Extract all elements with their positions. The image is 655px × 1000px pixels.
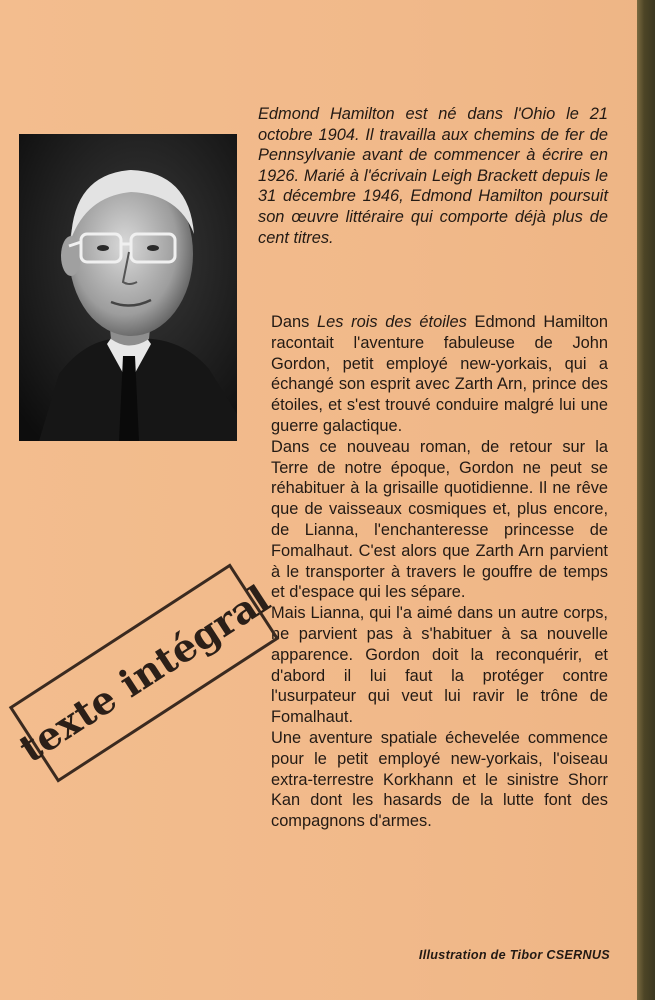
summary-intro-after: Edmond Hamilton racontait l'aventure fabuleuse de John Gordon, petit employé new-yorkais, qui a échangé son esprit avec Zarth Arn, prince des étoiles, et s'est trouvé conduire malgré lui une guerre galactique. (271, 313, 608, 435)
author-photo (19, 134, 237, 441)
illustration-credit: Illustration de Tibor CSERNUS (418, 948, 610, 962)
summary-intro-before: Dans (271, 313, 317, 331)
author-bio: Edmond Hamilton est né dans l'Ohio le 21 octobre 1904. Il travailla aux chemins de fer de Pennsylvanie avant de commencer à écrire en 1926. Marié à l'écrivain Leigh Brackett depuis le 31 décembre 1946, Edmond Hamilton poursuit son œuvre littéraire qui comporte déjà plus de cent titres. (258, 105, 608, 247)
summary-paragraph: Une aventure spatiale échevelée commence pour le petit employé new-yorkais, l'oiseau extra-terrestre Korkhann et le sinistre Shorr Kan dont les hasards de la lutte font des compagnons d'armes. (271, 728, 608, 831)
summary-paragraph: Mais Lianna, qui l'a aimé dans un autre corps, ne parvient pas à s'habituer à sa nouvelle apparence. Gordon doit la reconquérir, et d'abord il lui faut la protéger contre l'usurpateur qui veut lui ravir le trône de Fomalhaut. (271, 604, 608, 727)
summary-paragraph: Dans ce nouveau roman, de retour sur la Terre de notre époque, Gordon ne peut se réhabituer à la grisaille quotidienne. Il ne rêve que de vaisseaux cosmiques et, plus encore, de Lianna, l'enchanteresse princesse de Fomalhaut. C'est alors que Zarth Arn parvient à le transporter à travers le gouffre de temps et d'espace qui les sépare. (271, 437, 608, 602)
stamp-label: texte intégral (10, 575, 278, 771)
texte-integral-stamp (9, 563, 279, 782)
book-title: Les rois des étoiles (317, 313, 467, 331)
spine-edge (637, 0, 655, 1000)
book-summary (271, 312, 608, 832)
summary-intro (271, 312, 608, 437)
